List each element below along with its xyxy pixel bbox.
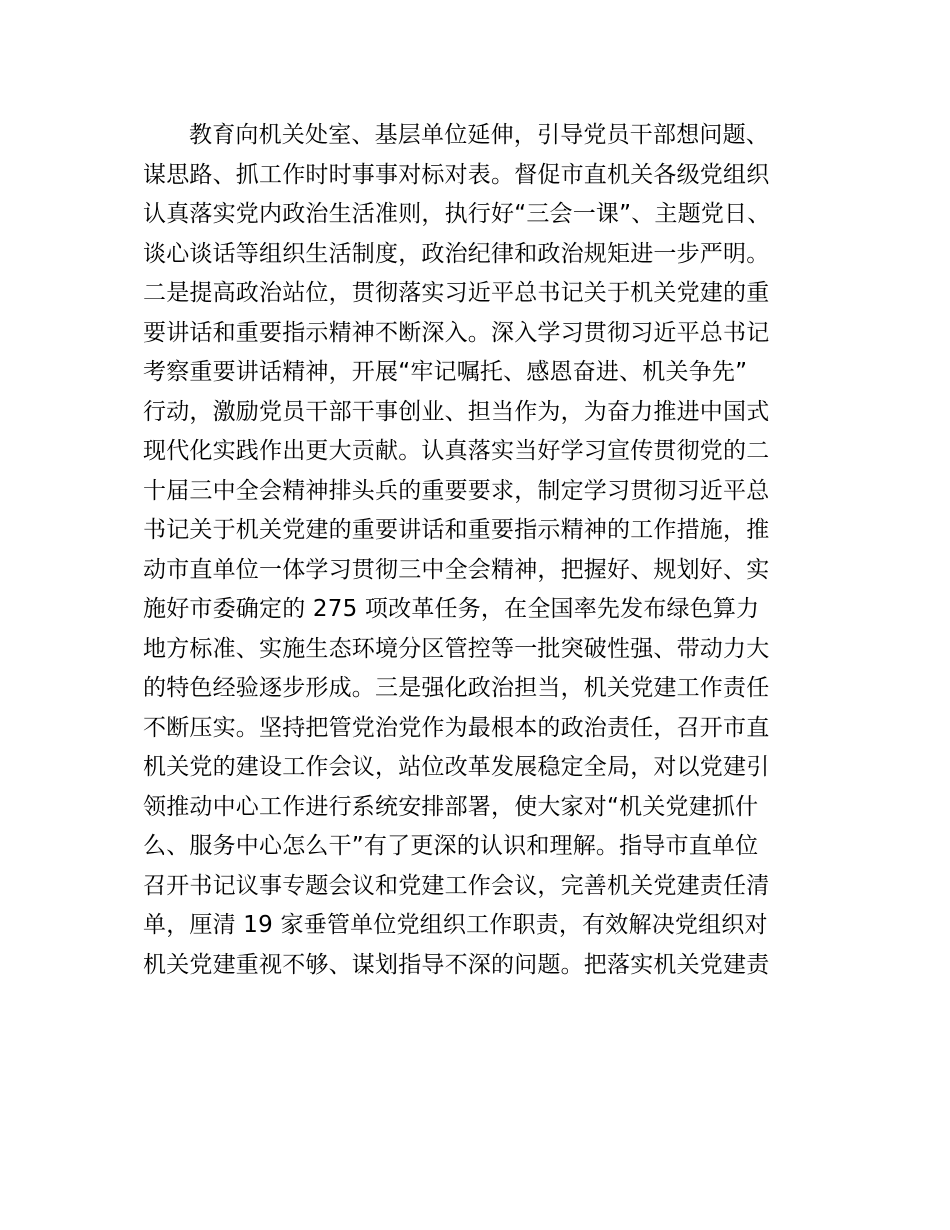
text-line: 领推动中心工作进行系统安排部署，使大家对“机关党建抓什 xyxy=(143,793,759,820)
text-line: 现代化实践作出更大贡献。认真落实当好学习宣传贯彻党的二 xyxy=(143,438,770,464)
text-line: 不断压实。坚持把管党治党作为最根本的政治责任，召开市直 xyxy=(143,714,770,741)
text-line: 教育向机关处室、基层单位延伸，引导党员干部想问题、 xyxy=(189,122,769,148)
text-line: 地方标准、实施生态环境分区管控等一批突破性强、带动力大 xyxy=(143,635,770,662)
text-line: 谋思路、抓工作时时事事对标对表。督促市直机关各级党组织 xyxy=(143,161,770,188)
text-line: 机关党的建设工作会议，站位改革发展稳定全局，对以党建引 xyxy=(143,754,770,780)
text-line: 十届三中全会精神排头兵的重要要求，制定学习贯彻习近平总 xyxy=(143,477,770,504)
text-line: 行动，激励党员干部干事创业、担当作为，为奋力推进中国式 xyxy=(143,398,770,425)
text-line: 单，厘清 19 家垂管单位党组织工作职责，有效解决党组织对 xyxy=(143,912,768,938)
text-line: 书记关于机关党建的重要讲话和重要指示精神的工作措施，推 xyxy=(143,517,770,543)
text-line: 的特色经验逐步形成。三是强化政治担当，机关党建工作责任 xyxy=(143,675,770,701)
text-line: 机关党建重视不够、谋划指导不深的问题。把落实机关党建责 xyxy=(143,951,770,978)
text-line: 么、服务中心怎么干”有了更深的认识和理解。指导市直单位 xyxy=(143,833,759,859)
body-text xyxy=(143,116,833,985)
text-line: 二是提高政治站位，贯彻落实习近平总书记关于机关党建的重 xyxy=(143,280,770,306)
text-line: 施好市委确定的 275 项改革任务，在全国率先发布绿色算力 xyxy=(143,596,760,622)
text-line: 考察重要讲话精神，开展“牢记嘱托、感恩奋进、机关争先” xyxy=(143,359,748,385)
text-line: 认真落实党内政治生活准则，执行好“三会一课”、主题党日、 xyxy=(143,201,771,227)
text-line: 谈心谈话等组织生活制度，政治纪律和政治规矩进一步严明。 xyxy=(143,240,770,267)
text-line: 要讲话和重要指示精神不断深入。深入学习贯彻习近平总书记 xyxy=(143,319,770,346)
text-line: 动市直单位一体学习贯彻三中全会精神，把握好、规划好、实 xyxy=(143,556,770,583)
text-line: 召开书记议事专题会议和党建工作会议，完善机关党建责任清 xyxy=(143,872,770,899)
